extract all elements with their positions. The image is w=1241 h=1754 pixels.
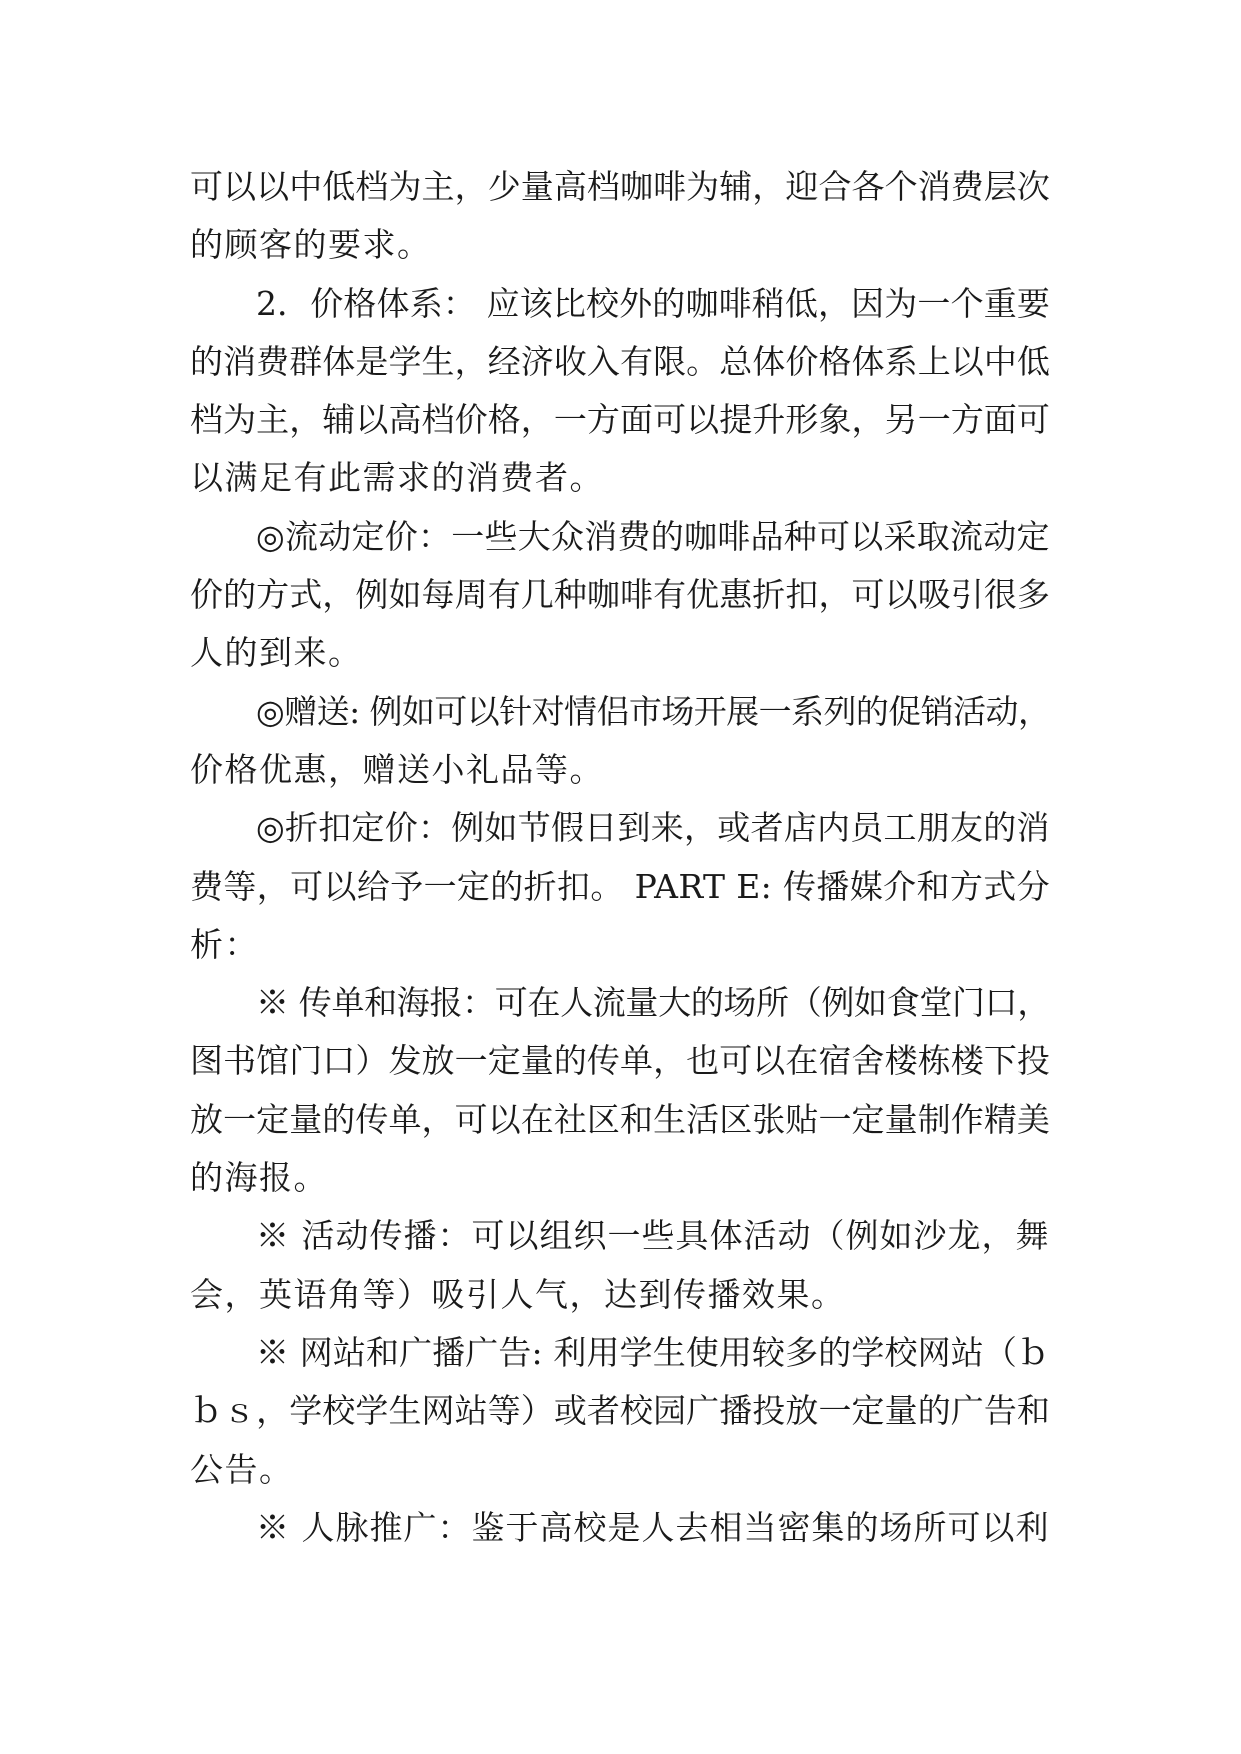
text-line: ※ 人脉推广：鉴于高校是人去相当密集的场所可以利: [256, 1507, 1050, 1547]
text-line: 费等，可以给予一定的折扣。 PART E: 传播媒介和方式分: [190, 866, 1050, 906]
text-line: ｂｓ，学校学生网站等）或者校园广播投放一定量的广告和: [190, 1391, 1050, 1431]
text-line: 析：: [190, 924, 259, 964]
text-line: 价的方式，例如每周有几种咖啡有优惠折扣，可以吸引很多: [190, 575, 1050, 615]
text-line: 的海报。: [190, 1158, 328, 1198]
text-line: 会，英语角等）吸引人气，达到传播效果。: [190, 1274, 846, 1314]
text-line: 以满足有此需求的消费者。: [190, 458, 604, 498]
text-line: 图书馆门口）发放一定量的传单，也可以在宿舍楼栋楼下投: [190, 1041, 1050, 1081]
text-line: 2．价格体系： 应该比校外的咖啡稍低，因为一个重要: [256, 283, 1050, 323]
text-line: ※ 网站和广播广告: 利用学生使用较多的学校网站（ｂ: [256, 1332, 1051, 1372]
text-line: ◎赠送: 例如可以针对情侣市场开展一系列的促销活动，: [256, 691, 1051, 731]
text-line: 的顾客的要求。: [190, 225, 432, 265]
text-line: 的消费群体是学生，经济收入有限。总体价格体系上以中低: [190, 341, 1050, 381]
text-line: 档为主，辅以高档价格，一方面可以提升形象，另一方面可: [190, 400, 1050, 440]
text-line: 放一定量的传单，可以在社区和生活区张贴一定量制作精美: [190, 1099, 1050, 1139]
text-line: ◎折扣定价：例如节假日到来，或者店内员工朋友的消: [256, 808, 1050, 848]
document-body: [190, 158, 1050, 1557]
text-line: 人的到来。: [190, 633, 363, 673]
text-line: 可以以中低档为主，少量高档咖啡为辅，迎合各个消费层次: [190, 167, 1050, 206]
text-line: ※ 传单和海报：可在人流量大的场所（例如食堂门口，: [256, 983, 1050, 1023]
text-line: 公告。: [190, 1449, 294, 1489]
text-line: ◎流动定价：一些大众消费的咖啡品种可以采取流动定: [256, 516, 1050, 556]
text-line: 价格优惠，赠送小礼品等。: [190, 749, 604, 789]
text-line: ※ 活动传播：可以组织一些具体活动（例如沙龙，舞: [256, 1216, 1050, 1256]
